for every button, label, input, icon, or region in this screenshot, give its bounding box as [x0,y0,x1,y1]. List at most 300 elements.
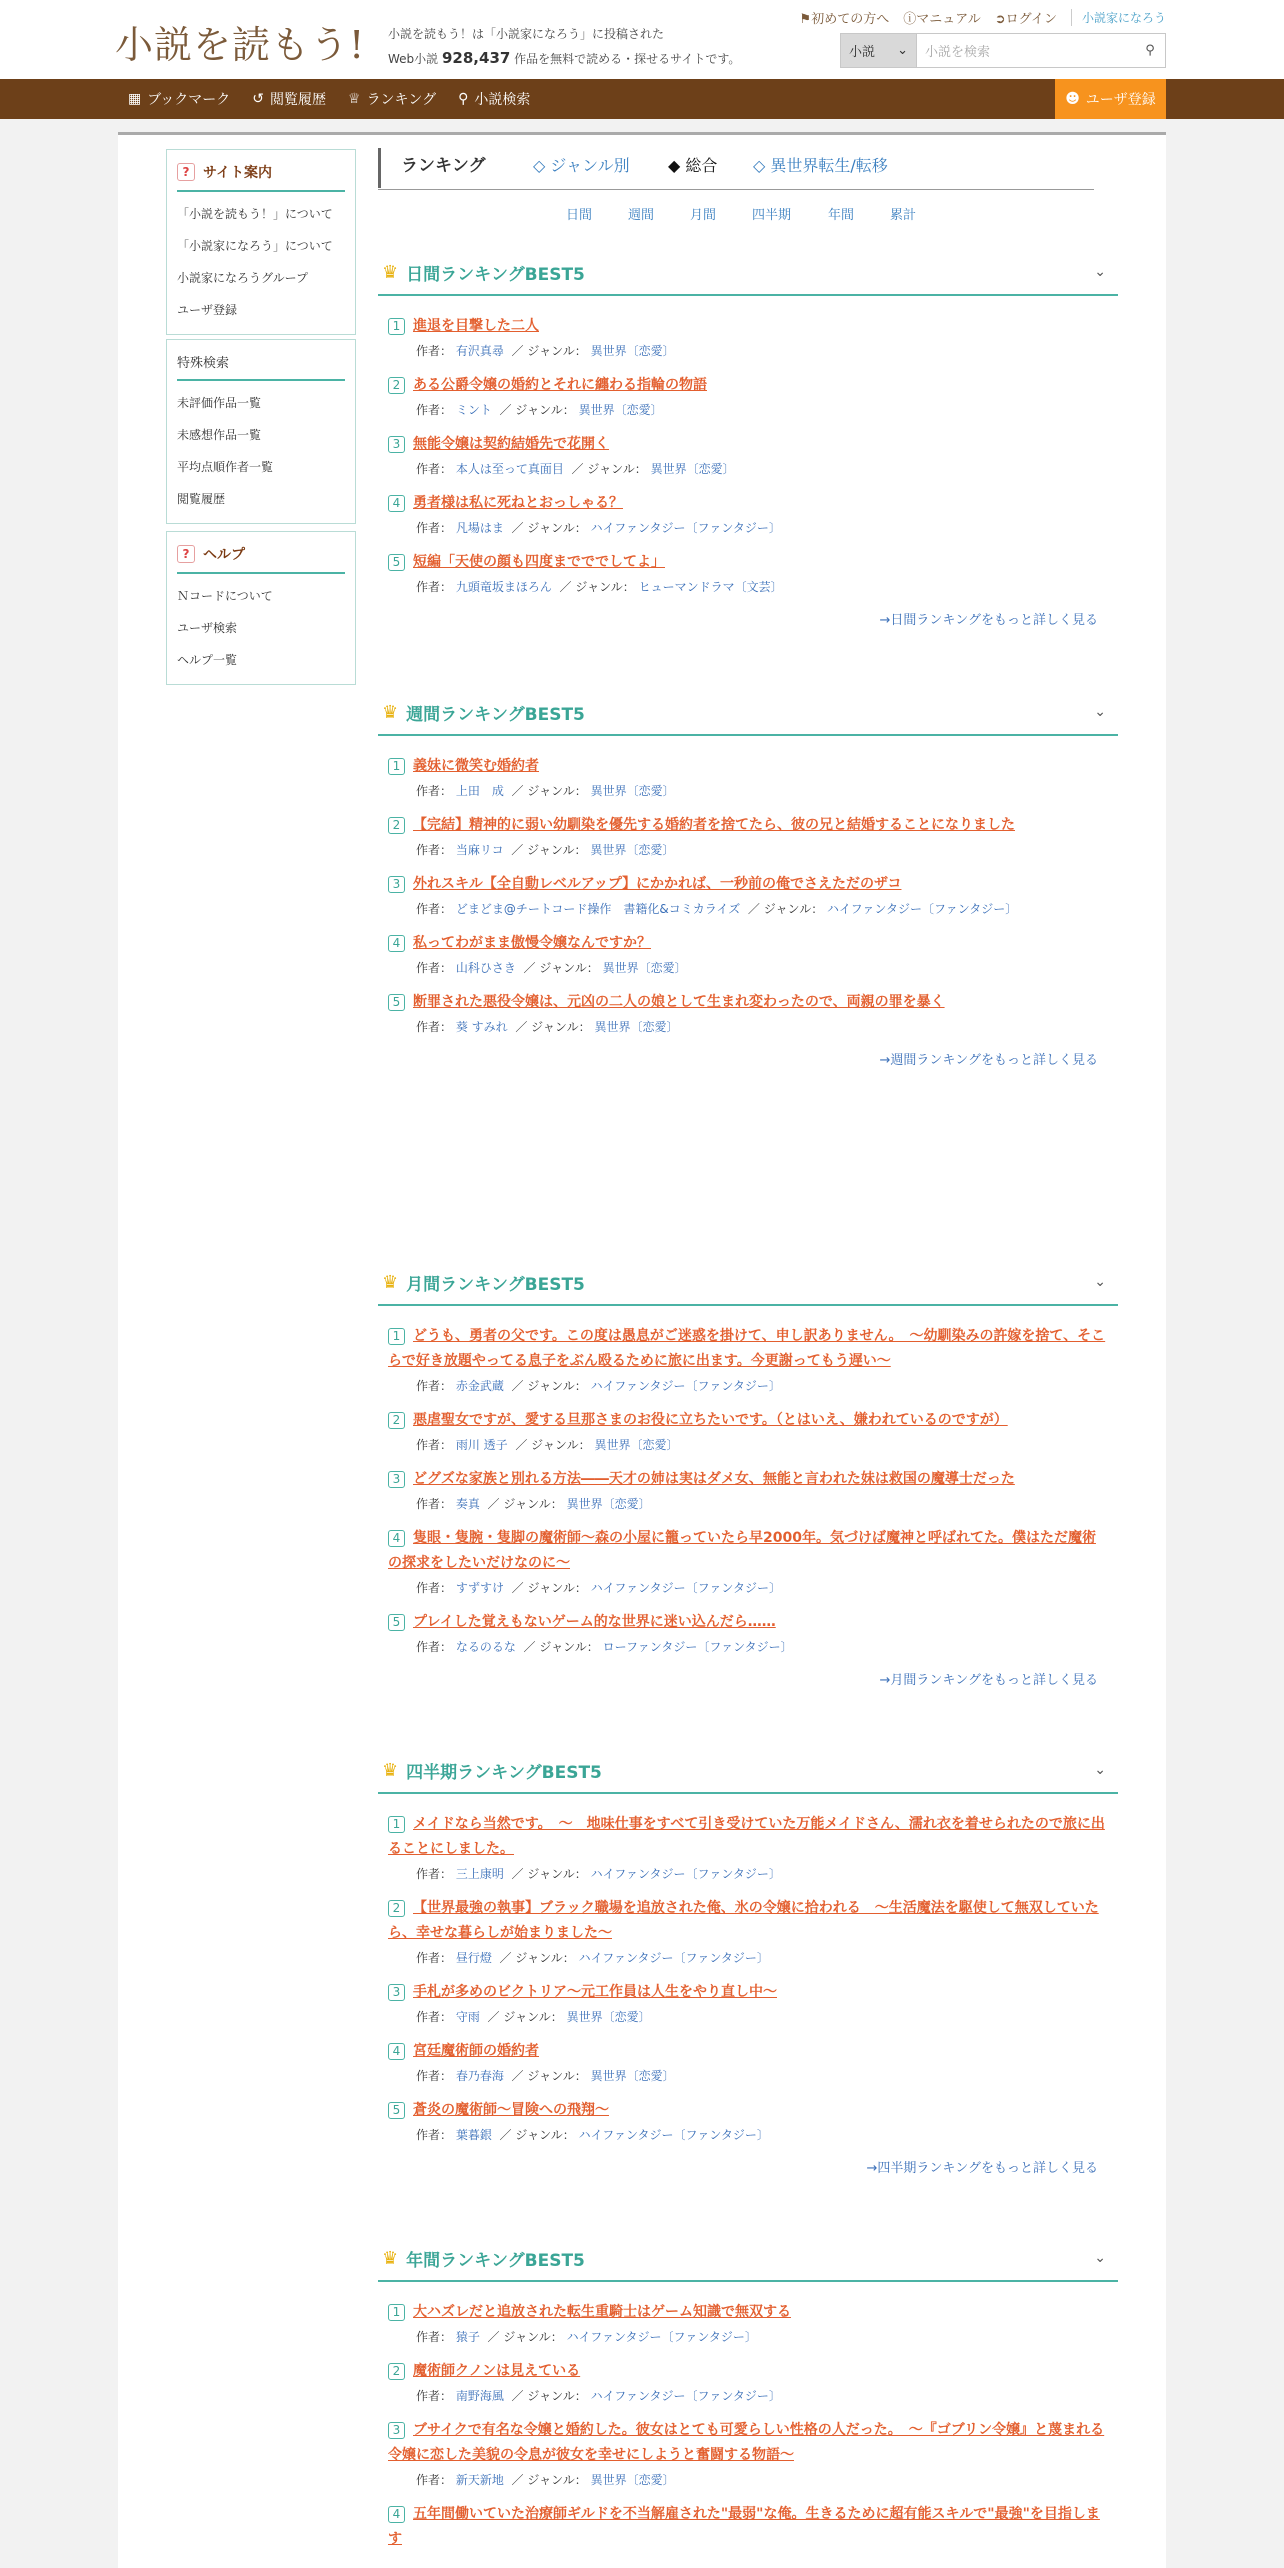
genre-label: ジャンル： [515,403,575,417]
section-title [382,260,585,285]
login-icon: ➲ [994,12,1006,27]
genre-link[interactable]: 異世界〔恋愛〕 [594,1438,679,1452]
search-box [840,33,1166,68]
nav-history[interactable] [252,89,326,109]
entry-title-row [388,2039,1108,2064]
genre-label: ジャンル： [527,784,587,798]
novel-title-link[interactable]: ある公爵令嬢の婚約とそれに纏わる指輪の物語 [413,377,707,393]
rank-number: 1 [388,1328,405,1345]
section-header[interactable] [378,1260,1118,1306]
author-label: 作者： [416,2389,453,2403]
entry-meta [388,1374,1108,1398]
section-title-text: 月間ランキングBEST5 [406,1274,585,1295]
genre-link[interactable]: ヒューマンドラマ〔文芸〕 [638,580,783,594]
rank-number: 3 [388,1984,405,2001]
genre-link[interactable]: ハイファンタジー〔ファンタジー〕 [590,1581,781,1595]
novel-title-link[interactable]: 悪虐聖女ですが、愛する旦那さまのお役に立ちたいです。（とはいえ、嫌われているのですが） [413,1412,1008,1428]
ranking-entry [388,872,1108,921]
novel-count: 928,437 [442,49,511,67]
genre-link[interactable]: 異世界〔恋愛〕 [578,403,663,417]
login-link[interactable] [995,8,1057,27]
rank-number: 2 [388,377,405,394]
author-label: 作者： [416,1497,453,1511]
novel-title-link[interactable]: プレイした覚えもないゲーム的な世界に迷い込んだら…… [413,1614,776,1630]
genre-label: ジャンル： [587,462,647,476]
separator: ／ [515,1020,528,1034]
entry-meta [388,2064,1108,2088]
period-yearly[interactable]: 年間 [828,208,855,223]
ranking-entry [388,491,1108,540]
ranking-entry [388,373,1108,422]
period-monthly[interactable]: 月間 [690,208,717,223]
genre-label: ジャンル： [539,961,599,975]
nav-search[interactable] [458,89,530,109]
novel-title-link[interactable]: 断罪された悪役令嬢は、元凶の二人の娘として生まれ変わったので、両親の罪を暴く [413,994,945,1010]
entry-meta [388,339,1108,363]
author-link[interactable]: 昼行燈 [455,1951,492,1965]
genre-link[interactable]: 異世界〔恋愛〕 [650,462,735,476]
novel-title-link[interactable]: 手札が多めのビクトリア〜元工作員は人生をやり直し中〜 [413,1984,777,2000]
nav-bookmark[interactable] [128,89,230,109]
genre-link[interactable]: 異世界〔恋愛〕 [590,2069,675,2083]
entry-title-row [388,1812,1108,1862]
author-link[interactable]: 山科ひさき [455,961,516,975]
sidebar-item[interactable]: 未感想作品一覧 [177,428,262,442]
sidebar-help [166,531,356,685]
separator: ／ [511,843,524,857]
nav-search-label: 小説検索 [474,92,531,108]
entry-title-row [388,1324,1108,1374]
separator: ／ [499,2128,512,2142]
manual-link[interactable] [903,8,981,27]
author-label: 作者： [416,1438,453,1452]
more-ranking-link[interactable]: →週間ランキングをもっと詳しく見る [879,1053,1098,1068]
author-link[interactable]: 守雨 [455,2010,480,2024]
genre-link[interactable]: ハイファンタジー〔ファンタジー〕 [566,2330,757,2344]
search-icon: ⚲ [1145,43,1155,58]
novel-title-link[interactable]: 外れスキル【全自動レベルアップ】にかかれば、一秒前の俺でさえただのザコ [413,876,902,892]
ranking-entry [388,314,1108,363]
genre-link[interactable]: ハイファンタジー〔ファンタジー〕 [590,1379,781,1393]
entry-title-row [388,813,1108,838]
more-ranking-link[interactable]: →日間ランキングをもっと詳しく見る [879,613,1098,628]
novel-title-link[interactable]: 進退を目撃した二人 [413,318,539,334]
novel-title-link[interactable]: 短編「天使の顔も四度までででしてよ」 [413,554,665,570]
nav-bookmark-label: ブックマーク [147,92,231,108]
section-title [382,700,585,725]
ranking-section [378,690,1118,1068]
rank-number: 2 [388,817,405,834]
separator: ／ [499,403,512,417]
separator: ／ [511,2069,524,2083]
novel-title-link[interactable]: メイドなら当然です。 ～ 地味仕事をすべて引き受けていた万能メイドさん、濡れ衣を着せられたので旅に出ることにしました。 [388,1816,1105,1857]
entry-meta [388,1492,1108,1516]
ranking-entry [388,2098,1108,2147]
genre-label: ジャンル： [515,2128,575,2142]
author-label: 作者： [416,1640,453,1654]
author-link[interactable]: どまどま@チートコード操作 書籍化&コミカライズ [455,902,741,916]
rank-number: 4 [388,2506,405,2523]
ranking-entry [388,1324,1108,1398]
sidebar-item[interactable]: ヘルプ一覧 [177,653,238,667]
author-link[interactable]: なるのるな [455,1640,516,1654]
author-label: 作者： [416,462,453,476]
genre-link[interactable]: 異世界〔恋愛〕 [566,2010,651,2024]
site-tagline [388,22,740,71]
site-logo[interactable]: 小説を読もう! [115,23,366,67]
entry-title-row [388,931,1108,956]
sidebar-item[interactable]: ユーザ登録 [177,303,238,317]
section-title [382,1758,602,1783]
rank-number: 5 [388,994,405,1011]
sidebar-item[interactable]: 平均点順作者一覧 [177,460,274,474]
entry-title-row [388,1467,1108,1492]
bookmark-list-icon: ▦ [128,91,142,107]
author-link[interactable]: 葉暮銀 [455,2128,492,2142]
nav-ranking-label: ランキング [366,92,437,108]
novel-title-link[interactable]: 【世界最強の執事】ブラック職場を追放された俺、氷の令嬢に拾われる ～生活魔法を駆使して無双していたら、幸せな暮らしが始まりました～ [388,1900,1099,1941]
separator: ／ [511,1379,524,1393]
question-circle-icon: ⓘ [903,12,917,27]
genre-label: ジャンル： [531,1438,591,1452]
entry-meta [388,2384,1108,2408]
entry-title-row [388,2300,1108,2325]
entry-meta [388,2123,1108,2147]
author-label: 作者： [416,1951,453,1965]
separator: ／ [511,2473,524,2487]
genre-label: ジャンル： [527,1379,587,1393]
chevron-down-icon[interactable]: ⌄ [1094,2250,1106,2266]
author-link[interactable]: 上田 成 [455,784,504,798]
ranking-entry [388,2418,1108,2492]
ranking-entry [388,931,1108,980]
section-header[interactable] [378,1748,1118,1794]
entry-meta [388,779,1108,803]
crown-icon: ♕ [348,91,361,107]
entry-title-row [388,2502,1108,2552]
entry-title-row [388,373,1108,398]
search-input[interactable]: 小説を検索 [925,45,991,60]
genre-link[interactable]: 異世界〔恋愛〕 [590,843,675,857]
entry-title-row [388,491,1108,516]
rank-number: 4 [388,1530,405,1547]
rank-number: 4 [388,2043,405,2060]
author-link[interactable]: 当麻リコ [455,843,504,857]
ranking-entry [388,1467,1108,1516]
crown-icon: ♛ [382,1759,399,1781]
author-link[interactable]: 南野海風 [455,2389,504,2403]
chevron-down-icon: ⌄ [897,43,908,58]
separator: ／ [523,961,536,975]
genre-link[interactable]: ハイファンタジー〔ファンタジー〕 [827,902,1018,916]
author-link[interactable]: 九頭竜坂まほろん [455,580,552,594]
author-link[interactable]: 新天新地 [455,2473,504,2487]
entry-meta [388,2468,1108,2492]
ranking-entry [388,1408,1108,1457]
ranking-list [378,736,1118,1039]
sidebar-item[interactable]: 閲覧履歴 [177,492,226,506]
genre-label: ジャンル： [527,1867,587,1881]
sidebar-guide-title-text: サイト案内 [203,165,273,181]
author-label: 作者： [416,2473,453,2487]
entry-meta [388,398,1108,422]
entry-title-row [388,432,1108,457]
crown-icon: ♛ [382,261,399,283]
genre-label: ジャンル： [527,2389,587,2403]
separator: ／ [559,580,572,594]
rank-number: 3 [388,876,405,893]
section-title-text: 日間ランキングBEST5 [406,264,585,285]
author-link[interactable]: ミント [455,403,492,417]
rank-number: 4 [388,495,405,512]
sidebar-item[interactable]: 「小説を読もう！」について [177,207,333,221]
novel-title-link[interactable]: 五年間働いていた治療師ギルドを不当解雇された"最弱"な俺。生きるために超有能スキルで"最強"を目指します [388,2506,1100,2547]
more-ranking-link[interactable]: →月間ランキングをもっと詳しく見る [879,1673,1098,1688]
genre-link[interactable]: ハイファンタジー〔ファンタジー〕 [590,2389,781,2403]
genre-link[interactable]: 異世界〔恋愛〕 [590,344,675,358]
entry-title-row [388,314,1108,339]
ranking-entry [388,550,1108,599]
entry-title-row [388,872,1108,897]
sidebar-item[interactable]: 小説家になろうグループ [177,271,309,285]
period-daily[interactable]: 日間 [566,208,593,223]
chevron-down-icon[interactable]: ⌄ [1094,1762,1106,1778]
author-label: 作者： [416,2010,453,2024]
novel-title-link[interactable]: 隻眼・隻腕・隻脚の魔術師～森の小屋に籠っていたら早2000年。気づけば魔神と呼ばれてた。僕はただ魔術の探求をしたいだけなのに～ [388,1530,1096,1571]
author-link[interactable]: 凡場はま [455,521,504,535]
rank-number: 3 [388,436,405,453]
tab-isekai[interactable]: ◇ 異世界転生/転移 [753,156,888,175]
search-type-value: 小説 [849,45,876,60]
author-label: 作者： [416,2128,453,2142]
book-icon: ⚑ [799,12,812,27]
separator: ／ [511,784,524,798]
period-links [566,204,930,223]
entry-meta [388,1433,1108,1457]
ranking-section [378,1748,1118,2176]
separator: ／ [499,1951,512,1965]
ranking-tabs [378,148,1094,190]
entry-title-row [388,1408,1108,1433]
separator: ／ [511,344,524,358]
entry-meta [388,1576,1108,1600]
genre-label: ジャンル： [539,1640,599,1654]
tab-genre[interactable]: ◇ ジャンル別 [533,156,630,175]
entry-title-row [388,2359,1108,2384]
author-link[interactable]: 猿子 [455,2330,480,2344]
novel-title-link[interactable]: 無能令嬢は契約結婚先で花開く [413,436,609,452]
user-register-button[interactable] [1055,79,1166,119]
entry-title-row [388,2418,1108,2468]
genre-link[interactable]: 異世界〔恋愛〕 [590,784,675,798]
entry-meta [388,956,1108,980]
author-link[interactable]: 奏真 [455,1497,480,1511]
author-label: 作者： [416,521,453,535]
section-header[interactable] [378,2236,1118,2282]
genre-link[interactable]: ローファンタジー〔ファンタジー〕 [602,1640,793,1654]
genre-label: ジャンル： [503,2330,563,2344]
novel-title-link[interactable]: 蒼炎の魔術師〜冒険への飛翔〜 [413,2102,609,2118]
genre-link[interactable]: 異世界〔恋愛〕 [594,1020,679,1034]
novel-title-link[interactable]: 魔術師クノンは見えている [413,2363,581,2379]
novel-title-link[interactable]: 宮廷魔術師の婚約者 [413,2043,539,2059]
genre-label: ジャンル： [515,1951,575,1965]
section-title-text: 週間ランキングBEST5 [406,704,585,725]
ranking-list [378,2282,1118,2552]
entry-meta [388,2325,1108,2349]
section-header[interactable] [378,250,1118,296]
crown-icon: ♛ [382,701,399,723]
entry-meta [388,457,1108,481]
entry-title-row [388,550,1108,575]
separator: ／ [511,521,524,535]
tagline-suffix: 作品を無料で読める・探せるサイトです。 [514,52,741,66]
entry-meta [388,2005,1108,2029]
author-link[interactable]: 葵 すみれ [455,1020,508,1034]
chevron-down-icon[interactable]: ⌄ [1094,1274,1106,1290]
author-link[interactable]: 赤金武蔵 [455,1379,504,1393]
period-weekly[interactable]: 週間 [628,208,655,223]
genre-link[interactable]: ハイファンタジー〔ファンタジー〕 [578,1951,769,1965]
author-label: 作者： [416,2069,453,2083]
chevron-down-icon[interactable]: ⌄ [1094,264,1106,280]
separator: ／ [511,2389,524,2403]
author-link[interactable]: 三上康明 [455,1867,504,1881]
author-label: 作者： [416,784,453,798]
author-link[interactable]: 雨川 透子 [455,1438,508,1452]
entry-meta [388,575,1108,599]
ranking-entry [388,1526,1108,1600]
genre-link[interactable]: 異世界〔恋愛〕 [566,1497,651,1511]
author-link[interactable]: すずすけ [455,1581,504,1595]
author-link[interactable]: 本人は至って真面目 [455,462,564,476]
genre-label: ジャンル： [575,580,635,594]
user-register-label: ユーザ登録 [1085,92,1156,108]
genre-label: ジャンル： [763,902,824,916]
sidebar-guide [166,149,356,335]
beginner-link-label: 初めての方へ [811,12,890,27]
ranking-entry [388,1896,1108,1970]
entry-title-row [388,1526,1108,1576]
separator: ／ [523,1640,536,1654]
separator: ／ [571,462,584,476]
tab-total[interactable]: ◆ 総合 [668,156,718,175]
ranking-section [378,1260,1118,1688]
rank-number: 2 [388,2363,405,2380]
novel-title-link[interactable]: 勇者様は私に死ねとおっしゃる？ [413,495,623,511]
search-icon: ⚲ [458,91,469,107]
sidebar-item[interactable]: 未評価作品一覧 [177,396,262,410]
separator: ／ [511,1581,524,1595]
rank-number: 3 [388,1471,405,1488]
separator: ／ [515,1438,528,1452]
genre-label: ジャンル： [527,2473,587,2487]
author-link[interactable]: 有沢真尋 [455,344,504,358]
tagline-prefix: Web小説 [388,52,439,66]
section-header[interactable] [378,690,1118,736]
history-icon: ↺ [252,91,264,107]
novel-title-link[interactable]: 義妹に微笑む婚約者 [413,758,539,774]
question-icon: ? [177,163,195,181]
novel-title-link[interactable]: どグズな家族と別れる方法――天才の姉は実はダメ女、無能と言われた妹は救国の魔導士だった [413,1471,1015,1487]
genre-link[interactable]: ハイファンタジー〔ファンタジー〕 [590,1867,781,1881]
ranking-section [378,2236,1118,2562]
entry-title-row [388,1980,1108,2005]
author-label: 作者： [416,843,453,857]
author-label: 作者： [416,902,453,916]
ranking-list [378,1306,1118,1659]
rank-number: 5 [388,2102,405,2119]
entry-meta [388,1946,1108,1970]
entry-meta [388,516,1108,540]
sidebar-item[interactable]: ユーザ検索 [177,621,238,635]
author-label: 作者： [416,961,453,975]
entry-title-row [388,1610,1108,1635]
rank-number: 5 [388,554,405,571]
sidebar-item[interactable]: Ｎコードについて [177,589,273,603]
novel-title-link[interactable]: 私ってわがまま傲慢令嬢なんですか？ [413,935,651,951]
genre-link[interactable]: ハイファンタジー〔ファンタジー〕 [578,2128,769,2142]
author-label: 作者： [416,580,453,594]
site-header [0,0,1284,79]
more-ranking-link[interactable]: →四半期ランキングをもっと詳しく見る [866,2161,1098,2176]
chevron-down-icon[interactable]: ⌄ [1094,704,1106,720]
entry-title-row [388,2098,1108,2123]
genre-label: ジャンル： [527,521,587,535]
ranking-entry [388,2300,1108,2349]
tagline-line1: 小説を読もう！は「小説家になろう」に投稿された [388,27,665,41]
period-total[interactable]: 累計 [890,208,917,223]
period-quarterly[interactable]: 四半期 [752,208,792,223]
sidebar-help-title [177,540,345,574]
novel-title-link[interactable]: ブサイクで有名な令嬢と婚約した。彼女はとても可愛らしい性格の人だった。 ～『ゴブリン令嬢』と蔑まれる令嬢に恋した美貌の令息が彼女を幸せにしようと奮闘する物語～ [388,2422,1105,2463]
sidebar-help-title-text: ヘルプ [203,547,245,563]
section-title [382,2246,585,2271]
separator: ／ [487,1497,500,1511]
sidebar-guide-title [177,158,345,192]
author-link[interactable]: 春乃春海 [455,2069,504,2083]
beginner-link[interactable] [800,8,890,27]
search-type-select[interactable] [841,34,917,67]
entry-title-row [388,1896,1108,1946]
rank-number: 3 [388,2422,405,2439]
genre-link[interactable]: 異世界〔恋愛〕 [602,961,687,975]
sidebar-item[interactable]: 「小説家になろう」について [177,239,333,253]
section-title-text: 四半期ランキングBEST5 [406,1762,602,1783]
rank-number: 1 [388,318,405,335]
genre-label: ジャンル： [527,344,587,358]
genre-link[interactable]: ハイファンタジー〔ファンタジー〕 [590,521,781,535]
top-links [800,8,1166,27]
tab-ranking[interactable]: ランキング [378,148,486,188]
question-icon: ? [177,545,195,563]
narou-brand-link[interactable]: 小説家になろう [1071,9,1166,26]
main-nav [0,79,1284,119]
nav-ranking[interactable] [348,89,436,109]
author-label: 作者： [416,344,453,358]
genre-link[interactable]: 異世界〔恋愛〕 [590,2473,675,2487]
sidebar-special [166,339,356,524]
novel-title-link[interactable]: 【完結】精神的に弱い幼馴染を優先する婚約者を捨てたら、彼の兄と結婚することになりました [413,817,1015,833]
ranking-entry [388,1610,1108,1659]
novel-title-link[interactable]: どうも、勇者の父です。この度は愚息がご迷惑を掛けて、申し訳ありません。 〜幼馴染みの許嫁を捨て、そこらで好き放題やってる息子をぶん殴るために旅に出ます。今更謝ってもう遅い〜 [388,1328,1106,1369]
separator: ／ [511,1867,524,1881]
rank-number: 4 [388,935,405,952]
ranking-section [378,250,1118,628]
search-button[interactable] [1135,34,1165,67]
entry-meta [388,1015,1108,1039]
novel-title-link[interactable]: 大ハズレだと追放された転生重騎士はゲーム知識で無双する [413,2304,791,2320]
